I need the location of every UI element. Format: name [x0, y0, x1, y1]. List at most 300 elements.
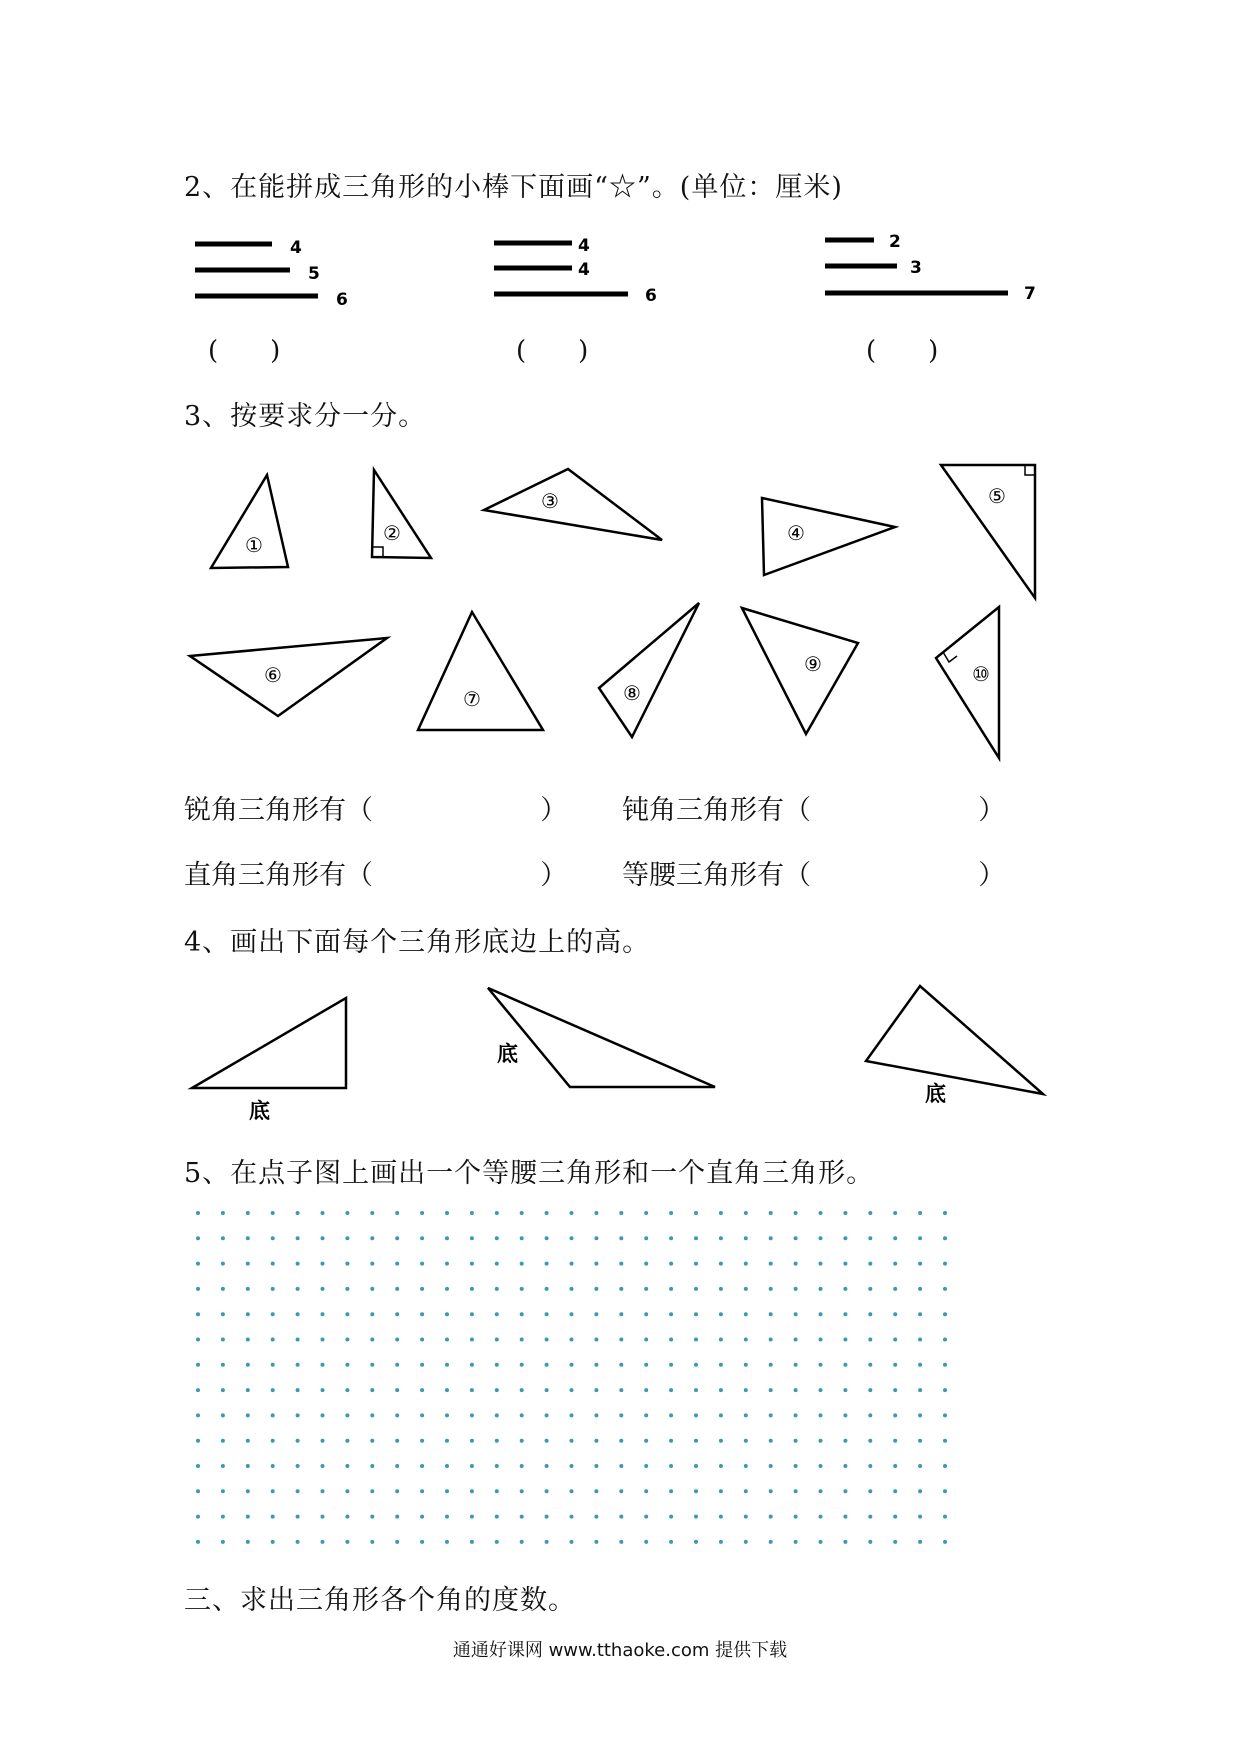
grid-dot[interactable] — [719, 1464, 723, 1468]
grid-dot[interactable] — [570, 1515, 574, 1519]
grid-dot[interactable] — [395, 1464, 399, 1468]
grid-dot[interactable] — [196, 1262, 200, 1266]
grid-dot[interactable] — [619, 1439, 623, 1443]
grid-dot[interactable] — [520, 1464, 524, 1468]
grid-dot[interactable] — [644, 1312, 648, 1316]
grid-dot[interactable] — [196, 1287, 200, 1291]
grid-dot[interactable] — [694, 1312, 698, 1316]
grid-dot[interactable] — [594, 1464, 598, 1468]
grid-dot[interactable] — [669, 1211, 673, 1215]
grid-dot[interactable] — [246, 1287, 250, 1291]
grid-dot[interactable] — [420, 1312, 424, 1316]
grid-dot[interactable] — [545, 1413, 549, 1417]
grid-dot[interactable] — [843, 1439, 847, 1443]
grid-dot[interactable] — [246, 1262, 250, 1266]
grid-dot[interactable] — [619, 1464, 623, 1468]
grid-dot[interactable] — [769, 1236, 773, 1240]
grid-dot[interactable] — [420, 1388, 424, 1392]
grid-dot[interactable] — [570, 1363, 574, 1367]
grid-dot[interactable] — [719, 1363, 723, 1367]
grid-dot[interactable] — [769, 1413, 773, 1417]
grid-dot[interactable] — [246, 1388, 250, 1392]
grid-dot[interactable] — [669, 1489, 673, 1493]
grid-dot[interactable] — [271, 1439, 275, 1443]
grid-dot[interactable] — [868, 1540, 872, 1544]
answer-blank-group-1[interactable]: ( ) — [208, 336, 281, 366]
grid-dot[interactable] — [321, 1413, 325, 1417]
grid-dot[interactable] — [669, 1388, 673, 1392]
grid-dot[interactable] — [819, 1236, 823, 1240]
grid-dot[interactable] — [420, 1413, 424, 1417]
grid-dot[interactable] — [570, 1236, 574, 1240]
grid-dot[interactable] — [345, 1388, 349, 1392]
grid-dot[interactable] — [694, 1388, 698, 1392]
grid-dot[interactable] — [868, 1287, 872, 1291]
grid-dot[interactable] — [918, 1515, 922, 1519]
grid-dot[interactable] — [545, 1211, 549, 1215]
grid-dot[interactable] — [868, 1388, 872, 1392]
grid-dot[interactable] — [943, 1489, 947, 1493]
grid-dot[interactable] — [868, 1489, 872, 1493]
grid-dot[interactable] — [246, 1312, 250, 1316]
grid-dot[interactable] — [794, 1236, 798, 1240]
grid-dot[interactable] — [594, 1413, 598, 1417]
grid-dot[interactable] — [843, 1287, 847, 1291]
grid-dot[interactable] — [345, 1515, 349, 1519]
grid-dot[interactable] — [943, 1338, 947, 1342]
grid-dot[interactable] — [744, 1388, 748, 1392]
grid-dot[interactable] — [221, 1262, 225, 1266]
grid-dot[interactable] — [868, 1515, 872, 1519]
grid-dot[interactable] — [719, 1413, 723, 1417]
grid-dot[interactable] — [769, 1312, 773, 1316]
grid-dot[interactable] — [744, 1540, 748, 1544]
grid-dot[interactable] — [794, 1262, 798, 1266]
grid-dot[interactable] — [221, 1439, 225, 1443]
grid-dot[interactable] — [345, 1363, 349, 1367]
grid-dot[interactable] — [221, 1338, 225, 1342]
grid-dot[interactable] — [669, 1515, 673, 1519]
grid-dot[interactable] — [246, 1211, 250, 1215]
grid-dot[interactable] — [370, 1287, 374, 1291]
grid-dot[interactable] — [769, 1540, 773, 1544]
grid-dot[interactable] — [445, 1287, 449, 1291]
grid-dot[interactable] — [893, 1439, 897, 1443]
grid-dot[interactable] — [570, 1312, 574, 1316]
grid-dot[interactable] — [619, 1363, 623, 1367]
grid-dot[interactable] — [819, 1363, 823, 1367]
grid-dot[interactable] — [644, 1388, 648, 1392]
grid-dot[interactable] — [370, 1489, 374, 1493]
grid-dot[interactable] — [719, 1439, 723, 1443]
grid-dot[interactable] — [420, 1515, 424, 1519]
grid-dot[interactable] — [445, 1211, 449, 1215]
grid-dot[interactable] — [769, 1464, 773, 1468]
grid-dot[interactable] — [395, 1489, 399, 1493]
grid-dot[interactable] — [196, 1413, 200, 1417]
grid-dot[interactable] — [296, 1464, 300, 1468]
grid-dot[interactable] — [321, 1489, 325, 1493]
grid-dot[interactable] — [321, 1464, 325, 1468]
grid-dot[interactable] — [495, 1540, 499, 1544]
grid-dot[interactable] — [918, 1413, 922, 1417]
grid-dot[interactable] — [868, 1236, 872, 1240]
grid-dot[interactable] — [221, 1236, 225, 1240]
grid-dot[interactable] — [520, 1515, 524, 1519]
grid-dot[interactable] — [520, 1363, 524, 1367]
grid-dot[interactable] — [470, 1262, 474, 1266]
grid-dot[interactable] — [470, 1388, 474, 1392]
grid-dot[interactable] — [918, 1540, 922, 1544]
grid-dot[interactable] — [868, 1439, 872, 1443]
grid-dot[interactable] — [644, 1489, 648, 1493]
grid-dot[interactable] — [918, 1363, 922, 1367]
grid-dot[interactable] — [594, 1489, 598, 1493]
grid-dot[interactable] — [420, 1363, 424, 1367]
grid-dot[interactable] — [221, 1312, 225, 1316]
grid-dot[interactable] — [694, 1363, 698, 1367]
grid-dot[interactable] — [495, 1287, 499, 1291]
grid-dot[interactable] — [570, 1287, 574, 1291]
grid-dot[interactable] — [545, 1464, 549, 1468]
grid-dot[interactable] — [495, 1515, 499, 1519]
grid-dot[interactable] — [769, 1287, 773, 1291]
grid-dot[interactable] — [296, 1338, 300, 1342]
grid-dot[interactable] — [619, 1489, 623, 1493]
grid-dot[interactable] — [520, 1262, 524, 1266]
grid-dot[interactable] — [271, 1363, 275, 1367]
grid-dot[interactable] — [196, 1312, 200, 1316]
grid-dot[interactable] — [420, 1262, 424, 1266]
grid-dot[interactable] — [769, 1489, 773, 1493]
grid-dot[interactable] — [246, 1489, 250, 1493]
grid-dot[interactable] — [744, 1312, 748, 1316]
grid-dot[interactable] — [719, 1312, 723, 1316]
grid-dot[interactable] — [321, 1287, 325, 1291]
grid-dot[interactable] — [271, 1540, 275, 1544]
grid-dot[interactable] — [694, 1338, 698, 1342]
grid-dot[interactable] — [445, 1236, 449, 1240]
grid-dot[interactable] — [819, 1287, 823, 1291]
grid-dot[interactable] — [321, 1312, 325, 1316]
grid-dot[interactable] — [246, 1540, 250, 1544]
grid-dot[interactable] — [420, 1464, 424, 1468]
grid-dot[interactable] — [495, 1338, 499, 1342]
grid-dot[interactable] — [370, 1363, 374, 1367]
grid-dot[interactable] — [644, 1236, 648, 1240]
grid-dot[interactable] — [271, 1388, 275, 1392]
grid-dot[interactable] — [843, 1464, 847, 1468]
grid-dot[interactable] — [619, 1312, 623, 1316]
grid-dot[interactable] — [819, 1338, 823, 1342]
grid-dot[interactable] — [893, 1515, 897, 1519]
grid-dot[interactable] — [619, 1338, 623, 1342]
grid-dot[interactable] — [445, 1338, 449, 1342]
grid-dot[interactable] — [345, 1464, 349, 1468]
grid-dot[interactable] — [594, 1388, 598, 1392]
grid-dot[interactable] — [495, 1211, 499, 1215]
grid-dot[interactable] — [395, 1439, 399, 1443]
grid-dot[interactable] — [221, 1464, 225, 1468]
grid-dot[interactable] — [843, 1413, 847, 1417]
grid-dot[interactable] — [545, 1236, 549, 1240]
grid-dot[interactable] — [420, 1287, 424, 1291]
grid-dot[interactable] — [669, 1413, 673, 1417]
grid-dot[interactable] — [271, 1489, 275, 1493]
grid-dot[interactable] — [669, 1262, 673, 1266]
grid-dot[interactable] — [395, 1287, 399, 1291]
grid-dot[interactable] — [719, 1489, 723, 1493]
grid-dot[interactable] — [744, 1363, 748, 1367]
grid-dot[interactable] — [370, 1515, 374, 1519]
grid-dot[interactable] — [495, 1388, 499, 1392]
grid-dot[interactable] — [694, 1515, 698, 1519]
grid-dot[interactable] — [669, 1236, 673, 1240]
grid-dot[interactable] — [420, 1236, 424, 1240]
grid-dot[interactable] — [545, 1312, 549, 1316]
grid-dot[interactable] — [296, 1515, 300, 1519]
grid-dot[interactable] — [420, 1489, 424, 1493]
grid-dot[interactable] — [744, 1211, 748, 1215]
grid-dot[interactable] — [271, 1287, 275, 1291]
grid-dot[interactable] — [395, 1363, 399, 1367]
grid-dot[interactable] — [321, 1236, 325, 1240]
grid-dot[interactable] — [619, 1236, 623, 1240]
grid-dot[interactable] — [445, 1413, 449, 1417]
grid-dot[interactable] — [296, 1363, 300, 1367]
grid-dot[interactable] — [744, 1338, 748, 1342]
grid-dot[interactable] — [470, 1515, 474, 1519]
grid-dot[interactable] — [370, 1540, 374, 1544]
grid-dot[interactable] — [943, 1515, 947, 1519]
grid-dot[interactable] — [470, 1439, 474, 1443]
grid-dot[interactable] — [296, 1489, 300, 1493]
grid-dot[interactable] — [694, 1211, 698, 1215]
grid-dot[interactable] — [520, 1338, 524, 1342]
grid-dot[interactable] — [943, 1413, 947, 1417]
grid-dot[interactable] — [520, 1287, 524, 1291]
grid-dot[interactable] — [669, 1464, 673, 1468]
grid-dot[interactable] — [893, 1388, 897, 1392]
grid-dot[interactable] — [520, 1211, 524, 1215]
grid-dot[interactable] — [345, 1540, 349, 1544]
grid-dot[interactable] — [271, 1464, 275, 1468]
grid-dot[interactable] — [495, 1413, 499, 1417]
grid-dot[interactable] — [769, 1262, 773, 1266]
grid-dot[interactable] — [669, 1287, 673, 1291]
grid-dot[interactable] — [345, 1287, 349, 1291]
grid-dot[interactable] — [893, 1312, 897, 1316]
grid-dot[interactable] — [893, 1236, 897, 1240]
answer-blank-group-2[interactable]: ( ) — [516, 336, 589, 366]
grid-dot[interactable] — [196, 1540, 200, 1544]
grid-dot[interactable] — [545, 1262, 549, 1266]
grid-dot[interactable] — [594, 1338, 598, 1342]
grid-dot[interactable] — [893, 1338, 897, 1342]
grid-dot[interactable] — [719, 1540, 723, 1544]
grid-dot[interactable] — [345, 1489, 349, 1493]
grid-dot[interactable] — [345, 1338, 349, 1342]
grid-dot[interactable] — [296, 1540, 300, 1544]
grid-dot[interactable] — [345, 1262, 349, 1266]
grid-dot[interactable] — [296, 1388, 300, 1392]
grid-dot[interactable] — [794, 1287, 798, 1291]
grid-dot[interactable] — [296, 1211, 300, 1215]
grid-dot[interactable] — [470, 1312, 474, 1316]
grid-dot[interactable] — [445, 1439, 449, 1443]
grid-dot[interactable] — [246, 1413, 250, 1417]
grid-dot[interactable] — [843, 1388, 847, 1392]
grid-dot[interactable] — [868, 1262, 872, 1266]
grid-dot[interactable] — [271, 1236, 275, 1240]
grid-dot[interactable] — [794, 1211, 798, 1215]
grid-dot[interactable] — [943, 1312, 947, 1316]
grid-dot[interactable] — [819, 1388, 823, 1392]
grid-dot[interactable] — [644, 1540, 648, 1544]
grid-dot[interactable] — [395, 1388, 399, 1392]
grid-dot[interactable] — [445, 1540, 449, 1544]
grid-dot[interactable] — [445, 1515, 449, 1519]
grid-dot[interactable] — [321, 1540, 325, 1544]
grid-dot[interactable] — [420, 1211, 424, 1215]
grid-dot[interactable] — [918, 1489, 922, 1493]
grid-dot[interactable] — [619, 1262, 623, 1266]
grid-dot[interactable] — [744, 1489, 748, 1493]
grid-dot[interactable] — [943, 1262, 947, 1266]
grid-dot[interactable] — [470, 1464, 474, 1468]
grid-dot[interactable] — [694, 1262, 698, 1266]
grid-dot[interactable] — [769, 1388, 773, 1392]
grid-dot[interactable] — [495, 1236, 499, 1240]
grid-dot[interactable] — [420, 1338, 424, 1342]
grid-dot[interactable] — [843, 1540, 847, 1544]
grid-dot[interactable] — [769, 1439, 773, 1443]
grid-dot[interactable] — [296, 1236, 300, 1240]
grid-dot[interactable] — [794, 1388, 798, 1392]
grid-dot[interactable] — [794, 1489, 798, 1493]
grid-dot[interactable] — [321, 1363, 325, 1367]
grid-dot[interactable] — [893, 1287, 897, 1291]
grid-dot[interactable] — [868, 1211, 872, 1215]
grid-dot[interactable] — [196, 1211, 200, 1215]
grid-dot[interactable] — [570, 1439, 574, 1443]
grid-dot[interactable] — [445, 1489, 449, 1493]
grid-dot[interactable] — [370, 1211, 374, 1215]
grid-dot[interactable] — [395, 1515, 399, 1519]
grid-dot[interactable] — [221, 1515, 225, 1519]
grid-dot[interactable] — [868, 1464, 872, 1468]
grid-dot[interactable] — [321, 1211, 325, 1215]
grid-dot[interactable] — [296, 1287, 300, 1291]
grid-dot[interactable] — [644, 1338, 648, 1342]
grid-dot[interactable] — [619, 1287, 623, 1291]
grid-dot[interactable] — [619, 1388, 623, 1392]
grid-dot[interactable] — [196, 1439, 200, 1443]
grid-dot[interactable] — [321, 1338, 325, 1342]
grid-dot[interactable] — [594, 1363, 598, 1367]
grid-dot[interactable] — [520, 1413, 524, 1417]
grid-dot[interactable] — [395, 1540, 399, 1544]
grid-dot[interactable] — [246, 1439, 250, 1443]
grid-dot[interactable] — [570, 1211, 574, 1215]
grid-dot[interactable] — [943, 1464, 947, 1468]
grid-dot[interactable] — [345, 1236, 349, 1240]
grid-dot[interactable] — [271, 1211, 275, 1215]
grid-dot[interactable] — [918, 1312, 922, 1316]
grid-dot[interactable] — [296, 1262, 300, 1266]
grid-dot[interactable] — [321, 1439, 325, 1443]
grid-dot[interactable] — [694, 1413, 698, 1417]
grid-dot[interactable] — [321, 1515, 325, 1519]
grid-dot[interactable] — [221, 1489, 225, 1493]
grid-dot[interactable] — [470, 1338, 474, 1342]
answer-blank-group-3[interactable]: ( ) — [866, 336, 939, 366]
grid-dot[interactable] — [196, 1489, 200, 1493]
grid-dot[interactable] — [370, 1439, 374, 1443]
grid-dot[interactable] — [918, 1464, 922, 1468]
grid-dot[interactable] — [445, 1464, 449, 1468]
grid-dot[interactable] — [719, 1236, 723, 1240]
grid-dot[interactable] — [744, 1287, 748, 1291]
grid-dot[interactable] — [545, 1338, 549, 1342]
grid-dot[interactable] — [395, 1413, 399, 1417]
grid-dot[interactable] — [744, 1262, 748, 1266]
grid-dot[interactable] — [719, 1338, 723, 1342]
grid-dot[interactable] — [719, 1287, 723, 1291]
grid-dot[interactable] — [819, 1489, 823, 1493]
grid-dot[interactable] — [918, 1338, 922, 1342]
grid-dot[interactable] — [819, 1439, 823, 1443]
grid-dot[interactable] — [594, 1540, 598, 1544]
grid-dot[interactable] — [470, 1413, 474, 1417]
grid-dot[interactable] — [246, 1338, 250, 1342]
grid-dot[interactable] — [644, 1464, 648, 1468]
grid-dot[interactable] — [943, 1363, 947, 1367]
grid-dot[interactable] — [594, 1262, 598, 1266]
grid-dot[interactable] — [943, 1236, 947, 1240]
grid-dot[interactable] — [445, 1363, 449, 1367]
grid-dot[interactable] — [470, 1363, 474, 1367]
grid-dot[interactable] — [246, 1363, 250, 1367]
grid-dot[interactable] — [196, 1236, 200, 1240]
grid-dot[interactable] — [669, 1540, 673, 1544]
grid-dot[interactable] — [470, 1540, 474, 1544]
grid-dot[interactable] — [819, 1312, 823, 1316]
grid-dot[interactable] — [545, 1540, 549, 1544]
grid-dot[interactable] — [794, 1540, 798, 1544]
grid-dot[interactable] — [345, 1439, 349, 1443]
grid-dot[interactable] — [495, 1312, 499, 1316]
grid-dot[interactable] — [644, 1262, 648, 1266]
grid-dot[interactable] — [495, 1464, 499, 1468]
grid-dot[interactable] — [221, 1540, 225, 1544]
grid-dot[interactable] — [918, 1388, 922, 1392]
grid-dot[interactable] — [594, 1287, 598, 1291]
grid-dot[interactable] — [893, 1363, 897, 1367]
grid-dot[interactable] — [395, 1312, 399, 1316]
grid-dot[interactable] — [545, 1287, 549, 1291]
grid-dot[interactable] — [694, 1464, 698, 1468]
grid-dot[interactable] — [893, 1489, 897, 1493]
grid-dot[interactable] — [744, 1464, 748, 1468]
grid-dot[interactable] — [594, 1515, 598, 1519]
grid-dot[interactable] — [196, 1388, 200, 1392]
grid-dot[interactable] — [246, 1236, 250, 1240]
grid-dot[interactable] — [395, 1236, 399, 1240]
grid-dot[interactable] — [296, 1439, 300, 1443]
grid-dot[interactable] — [370, 1388, 374, 1392]
grid-dot[interactable] — [246, 1464, 250, 1468]
